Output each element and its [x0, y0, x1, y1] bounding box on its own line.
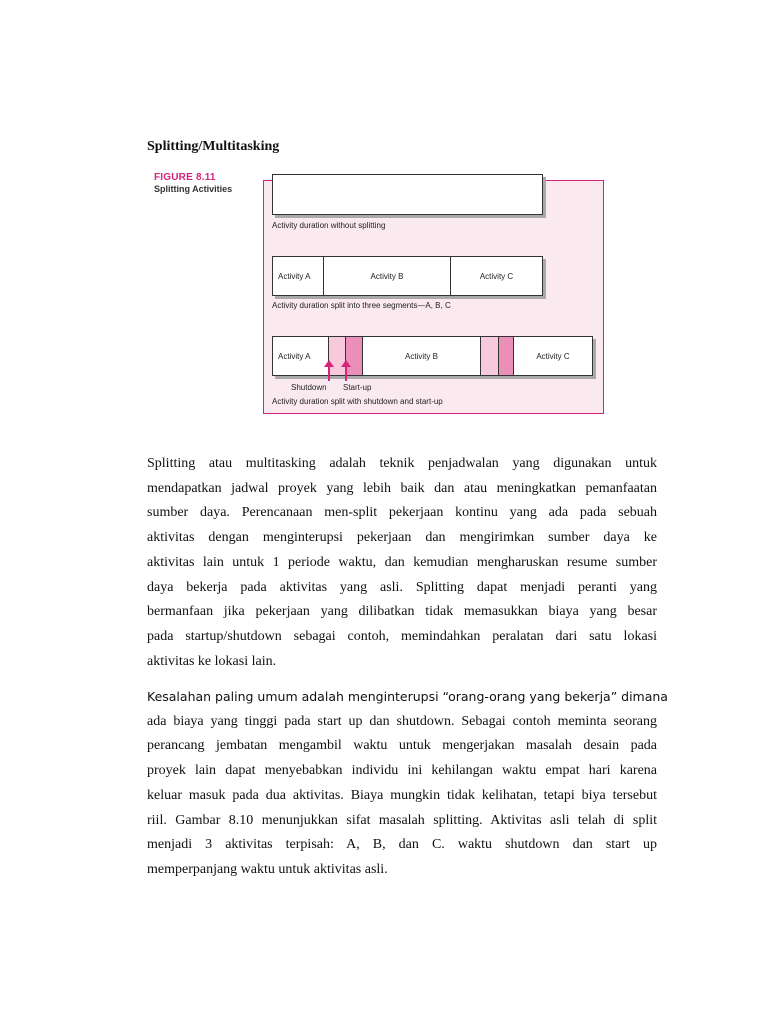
figure-panel — [263, 180, 604, 414]
paragraph-2 — [147, 685, 668, 883]
caption-three-segments: Activity duration split into three segments—A, B, C — [272, 301, 451, 310]
segment-shutdown-2 — [481, 337, 499, 375]
paragraph-line: mendapatkan jadwal proyek yang lebih baik dan atau meningkatkan pemanfaatan — [147, 480, 657, 496]
bar-without-splitting — [272, 174, 543, 215]
paragraph-line: Kesalahan paling umum adalah menginterupsi “orang-orang yang bekerja” dimana — [147, 689, 668, 704]
paragraph-1 — [147, 452, 657, 674]
paragraph-line: aktivitas ke lokasi lain. — [147, 653, 277, 669]
figure-title: Splitting Activities — [154, 184, 233, 194]
segment-activity-c: Activity C — [479, 271, 514, 281]
segment-activity-a: Activity A — [273, 257, 324, 295]
caption-without-splitting: Activity duration without splitting — [272, 221, 386, 230]
shutdown-arrow-icon — [328, 366, 330, 381]
segment-startup — [346, 337, 363, 375]
segment-shutdown — [329, 337, 346, 375]
segment-activity-c: Activity C — [536, 351, 570, 361]
paragraph-line: daya bekerja pada aktivitas yang asli. Splitting dapat menjadi peranti yang — [147, 579, 657, 595]
segment-activity-a: Activity A — [273, 337, 329, 375]
segment-activity-b: Activity B — [363, 337, 481, 375]
paragraph-line: pada startup/shutdown sebagai contoh, memindahkan peralatan dari satu lokasi — [147, 628, 657, 644]
figure-number: FIGURE 8.11 — [154, 172, 216, 183]
paragraph-line: riil. Gambar 8.10 menunjukkan sifat masalah splitting. Aktivitas asli telah di split — [147, 812, 657, 828]
caption-shutdown-startup: Activity duration split with shutdown and start-up — [272, 397, 443, 406]
bar-three-segments — [272, 256, 543, 296]
paragraph-line: keluar masuk pada dua aktivitas. Biaya mungkin tidak kelihatan, tetapi biya tersebut — [147, 787, 657, 803]
segment-startup-2 — [499, 337, 514, 375]
paragraph-line: aktivitas dengan menginterupsi pekerjaan dan mengirimkan sumber daya ke — [147, 530, 657, 546]
paragraph-line: aktivitas lain untuk 1 periode waktu, dan kemudian mengharuskan resume sumber — [147, 554, 657, 570]
paragraph-line: proyek lain dapat menyebabkan individu ini kehilangan waktu empat hari karena — [147, 763, 657, 779]
section-heading: Splitting/Multitasking — [147, 139, 280, 154]
paragraph-line: sumber daya. Perencanaan men-split pekerjaan kontinu yang ada pada sebuah — [147, 505, 657, 521]
paragraph-line: ada biaya yang tinggi pada start up dan shutdown. Sebagai contoh meminta seorang — [147, 713, 657, 729]
bar-shutdown-startup — [272, 336, 593, 376]
startup-arrow-icon — [345, 366, 347, 381]
startup-label: Start-up — [343, 383, 372, 392]
segment-activity-b: Activity B — [324, 257, 451, 295]
paragraph-line: Splitting atau multitasking adalah teknik penjadwalan yang digunakan untuk — [147, 456, 657, 471]
paragraph-line: bermanfaan jika pekerjaan yang dilibatkan tidak memasukkan biaya yang besar — [147, 604, 657, 620]
shutdown-label: Shutdown — [291, 383, 327, 392]
paragraph-line: perancang jembatan mengambil waktu untuk mengerjakan masalah desain pada — [147, 738, 657, 754]
paragraph-line: memperpanjang waktu untuk aktivitas asli. — [147, 861, 388, 877]
paragraph-line: menjadi 3 aktivitas terpisah: A, B, dan C. waktu shutdown dan start up — [147, 837, 657, 853]
